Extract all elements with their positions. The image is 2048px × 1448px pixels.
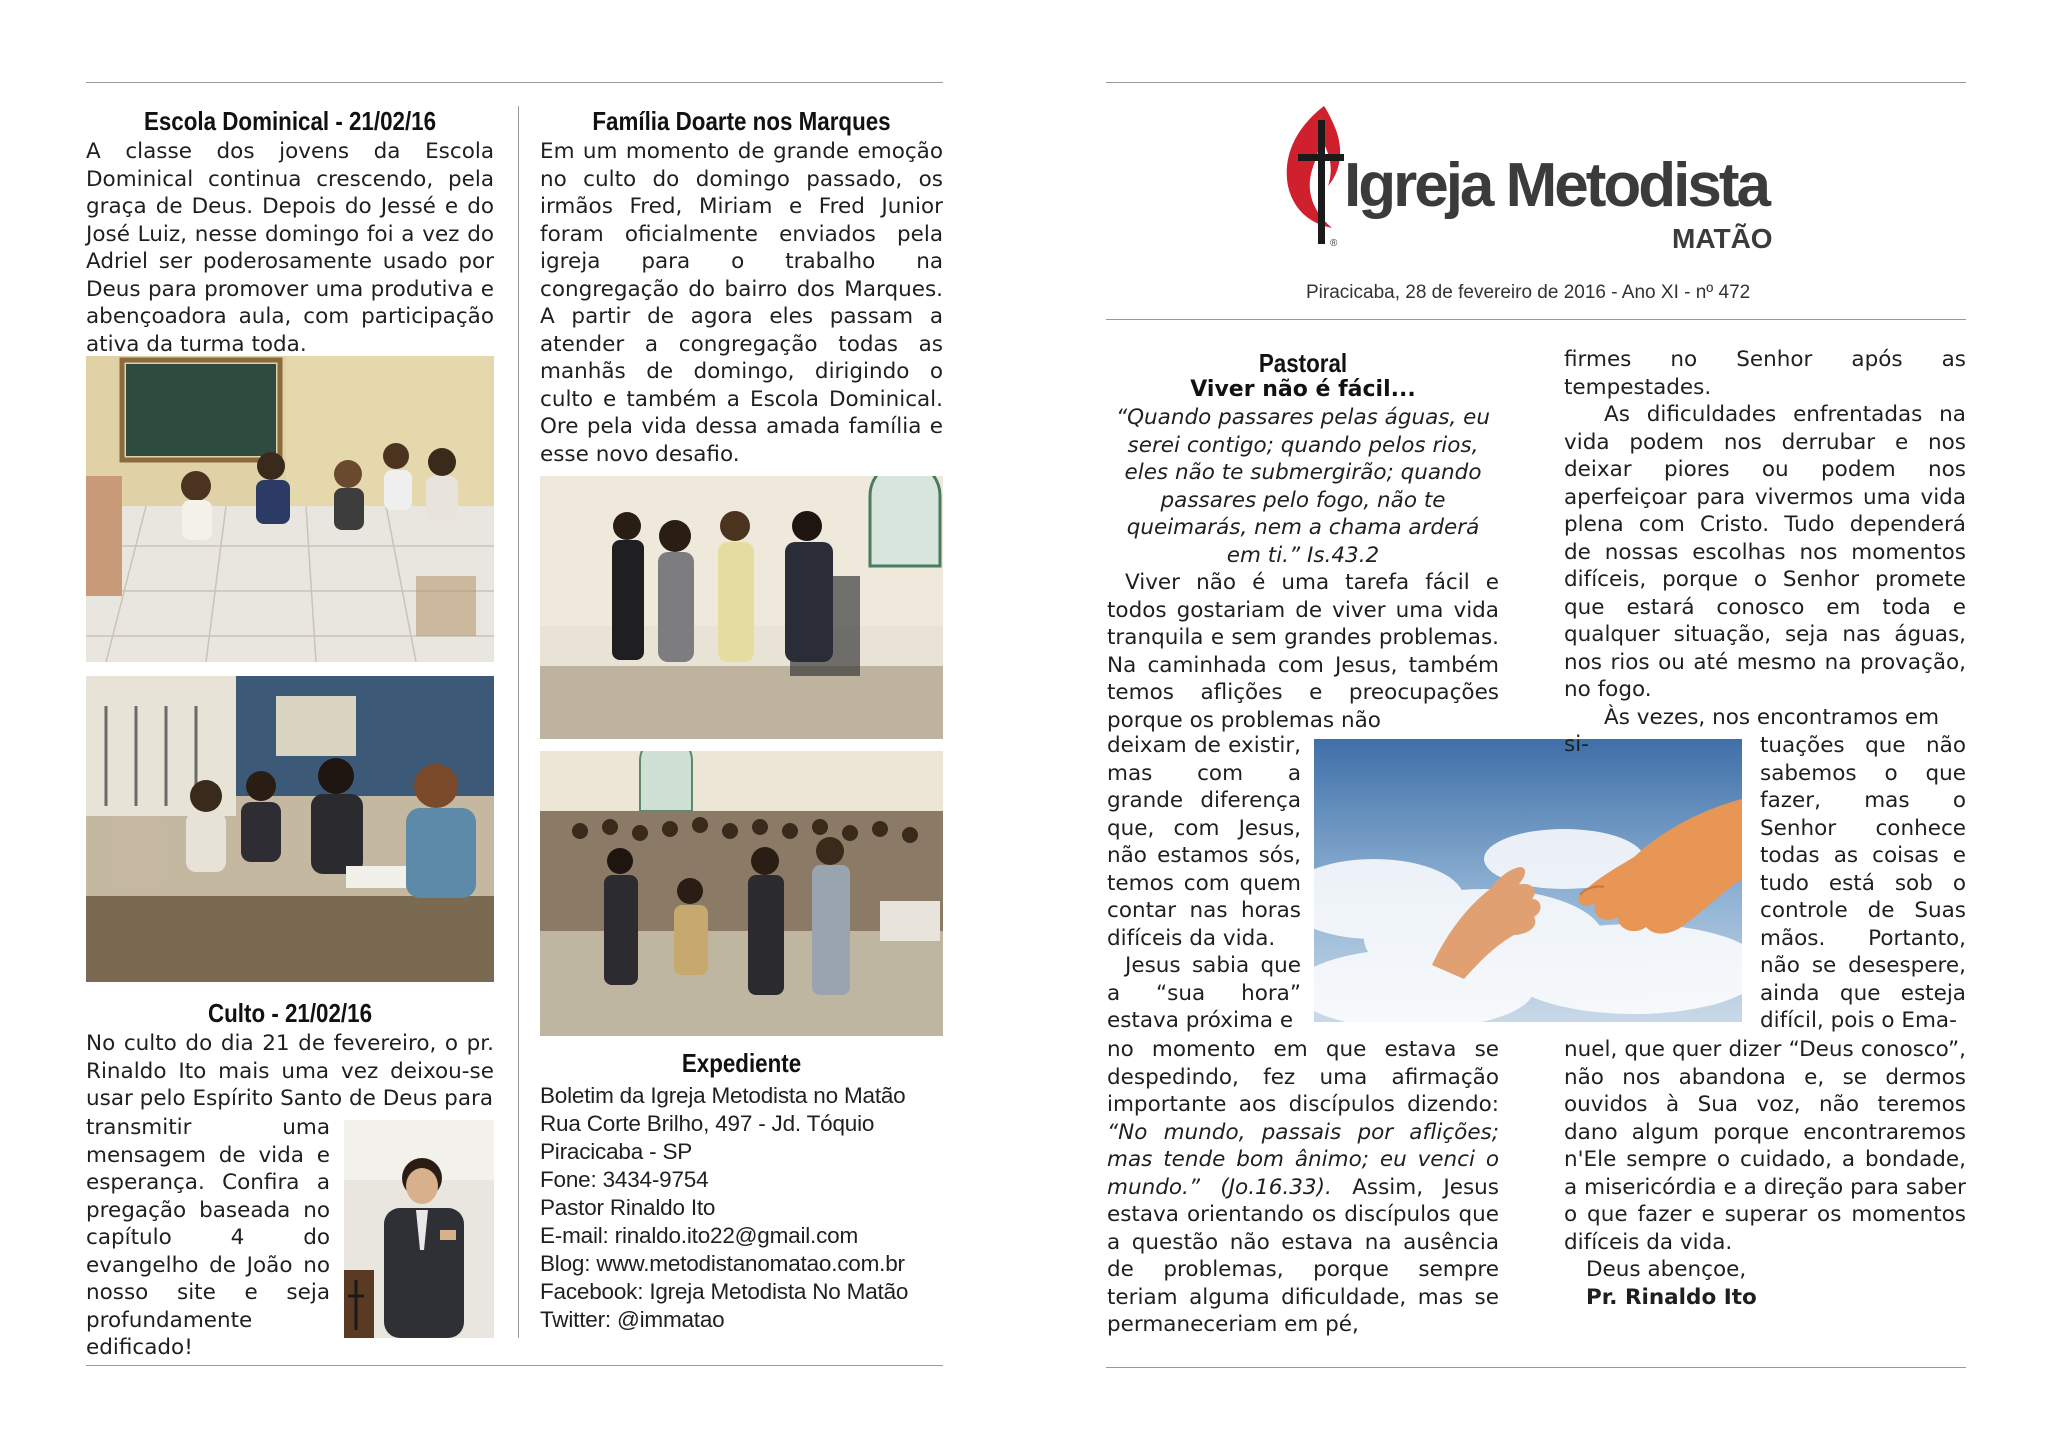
pastoral-col2-paragraph-c-wrap: tuações que não sabemos o que fazer, mas o Senhor conhece todas as coisas e tudo está sob o controle de Suas mãos. Portanto, não se desespere, ainda que esteja difícil, pois o Ema- [1760,733,1966,1033]
pastor-photo [344,1120,494,1338]
pastoral-signature: Pr. Rinaldo Ito [1586,1284,1757,1310]
left-column-divider [518,106,519,1338]
pastoral-section-title: Pastoral [1258,348,1348,378]
methodist-cross-flame-logo [1278,104,1352,244]
reaching-hands-image [1314,739,1742,1022]
pastoral-title: Viver não é fácil... [1190,377,1416,402]
issue-line: Piracicaba, 28 de fevereiro de 2016 - Ano XI - nº 472 [1306,282,1751,303]
pastoral-epigraph: “Quando passares pelas águas, eu serei contigo; quando pelos rios, eles não te submergirão; quando passares pelo fogo, não te queimarás, nem a chama arderá em ti.” Is.43.2 [1115,405,1491,568]
pastoral-paragraph-2-a: no momento em que estava se despedindo, fez uma afirmação importante aos discípulos dizendo: [1107,1037,1499,1117]
expediente-section [540,1046,943,1334]
familia-section [540,104,943,468]
expediente-line: E-mail: rinaldo.ito22@gmail.com [540,1223,859,1248]
pastoral-col2-paragraph-b: As dificuldades enfrentadas na vida podem nos derrubar e nos deixar piores ou podem nos aperfeiçoar para vivermos uma vida plena com Cristo. Tudo dependerá de nossas escolhas nos momentos difíceis, porque o Senhor promete que estará conosco em toda e qualquer situação, seja nas águas, nos rios ou até mesmo na provação, no fogo. [1564,402,1966,702]
escola-dominical-section [86,104,494,358]
pastoral-col2-wrap [1760,732,1966,1035]
expediente-line: Rua Corte Brilho, 497 - Jd. Tóquio [540,1111,875,1136]
culto-section [86,996,494,1113]
expediente-line: Blog: www.metodistanomatao.com.br [540,1251,905,1276]
expediente-line: Piracicaba - SP [540,1139,693,1164]
pastoral-col1-bottom [1107,1036,1499,1339]
culto-text-wrap: transmitir uma mensagem de vida e esperança. Confira a pregação baseada no capítulo 4 do evangelho de João no nosso site e seja profundamente edificado! [86,1115,330,1360]
culto-text-top: No culto do dia 21 de fevereiro, o pr. Rinaldo Ito mais uma vez deixou-se usar pelo Espírito Santo de Deus para [86,1031,494,1111]
pastoral-col2-bottom [1564,1036,1966,1311]
expediente-line: Boletim da Igreja Metodista no Matão [540,1083,906,1108]
pastoral-paragraph-2 [1107,1036,1499,1339]
left-bottom-rule [86,1365,943,1366]
pastoral-col2-paragraph-a: firmes no Senhor após as tempestades. [1564,347,1966,400]
right-top-rule [1106,82,1966,83]
escola-dominical-title: Escola Dominical - 21/02/16 [143,106,437,136]
culto-wrap-section [86,1114,330,1362]
expediente-line: Facebook: Igreja Metodista No Matão [540,1279,909,1304]
left-top-rule [86,82,943,83]
escola-dominical-text: A classe dos jovens da Escola Dominical continua crescendo, pela graça de Deus. Depois do Jessé e do José Luiz, nesse domingo foi a vez do Adriel ser poderosamente usado por Deus para promover uma produtiva e abençoadora aula, com participação ativa da turma toda. [86,139,494,357]
expediente-line: Twitter: @immatao [540,1307,725,1332]
family-photo [540,476,943,739]
pastoral-col2-paragraph-c-top: Às vezes, nos encontramos em si- [1564,704,1940,757]
expediente-line: Pastor Rinaldo Ito [540,1195,716,1220]
right-header-rule [1106,319,1966,320]
logo-registered-mark: ® [1330,238,1338,249]
pastoral-col2-paragraph-d: nuel, que quer dizer “Deus conosco”, não nos abandona e, se dermos ouvidos à Sua voz, não teremos dano algum porque encontraremos n'Ele sempre o cuidado, a bondade, a misericórdia e a direção para saber o que fazer e superar os momentos difíceis da vida. [1564,1037,1966,1255]
right-bottom-rule [1106,1367,1966,1368]
pastoral-col2-top [1564,346,1966,759]
classroom-photo [86,356,494,662]
congregation-photo [540,751,943,1036]
logo-name: Igreja Metodista [1344,151,1768,220]
pastoral-bible-quote: “No mundo, passais por aflições; mas tende bom ânimo; eu venci o mundo.” (Jo.16.33). [1107,1119,1499,1200]
pastoral-closing: Deus abençoe, [1586,1257,1747,1282]
familia-title: Família Doarte nos Marques [592,106,891,136]
familia-text: Em um momento de grande emoção no culto do domingo passado, os irmãos Fred, Miriam e Fred Junior foram oficialmente enviados pela igreja para o trabalho na congregação do bairro dos Marques. A partir de agora eles passam a atender a congregação todas as manhãs de domingo, dirigindo o culto e também a Escola Dominical. Ore pela vida dessa amada família e esse novo desafio. [540,139,943,467]
pastoral-paragraph-1-wrap: deixam de existir, mas com a grande diferença que, com Jesus, não estamos sós, temos com quem contar nas horas difíceis da vida. [1107,733,1301,951]
pastoral-paragraph-2-b: Assim, Jesus estava orientando os discípulos que a questão não estava na ausência de problemas, porque sempre teriam alguma dificuldade, mas se permaneceriam em pé, [1107,1174,1500,1337]
pastoral-paragraph-2-wrap: Jesus sabia que a “sua hora” estava próxima e [1107,953,1301,1033]
pastoral-wrap-1 [1107,732,1301,1035]
logo-subtitle: MATÃO [1672,223,1773,254]
expediente-line: Fone: 3434-9754 [540,1167,709,1192]
expediente-title: Expediente [681,1048,802,1078]
culto-title: Culto - 21/02/16 [207,998,373,1028]
pastoral-section [1107,346,1499,734]
students-photo [86,676,494,982]
pastoral-paragraph-1: Viver não é uma tarefa fácil e todos gostariam de viver uma vida tranquila e sem grandes problemas. Na caminhada com Jesus, também temos aflições e preocupações porque os problemas não [1107,570,1499,733]
